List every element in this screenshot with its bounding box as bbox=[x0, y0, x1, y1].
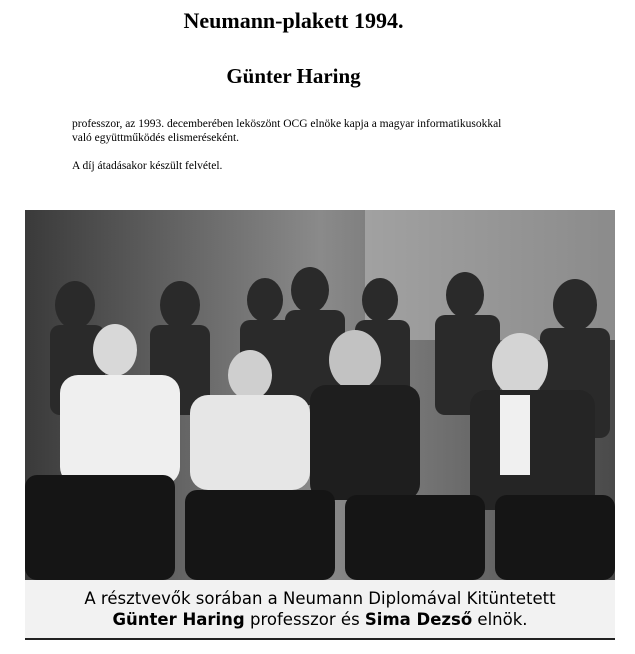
caption-name-haring: Günter Haring bbox=[112, 610, 245, 629]
page-title: Neumann-plakett 1994. bbox=[183, 8, 404, 33]
caption-line-1: A résztvevők sorában a Neumann Diplomával Kitüntetett bbox=[84, 589, 556, 608]
description-line-2: való együttműködés elismeréseként. bbox=[72, 132, 240, 144]
photo-note: A díj átadásakor készült felvétel. bbox=[72, 160, 223, 172]
awardee-name: Günter Haring bbox=[226, 64, 361, 88]
caption-connector: professzor és bbox=[244, 610, 365, 629]
photo-illustration bbox=[25, 210, 615, 580]
photo-caption bbox=[25, 580, 615, 640]
description-line-1: professzor, az 1993. decemberében leköszönt OCG elnöke kapja a magyar informatikusokkal bbox=[72, 118, 502, 130]
caption-name-sima: Sima Dezső bbox=[364, 610, 473, 629]
caption-line-2 bbox=[25, 609, 615, 630]
award-description bbox=[72, 117, 542, 145]
caption-end: elnök. bbox=[472, 610, 528, 629]
ceremony-photo bbox=[25, 210, 615, 580]
